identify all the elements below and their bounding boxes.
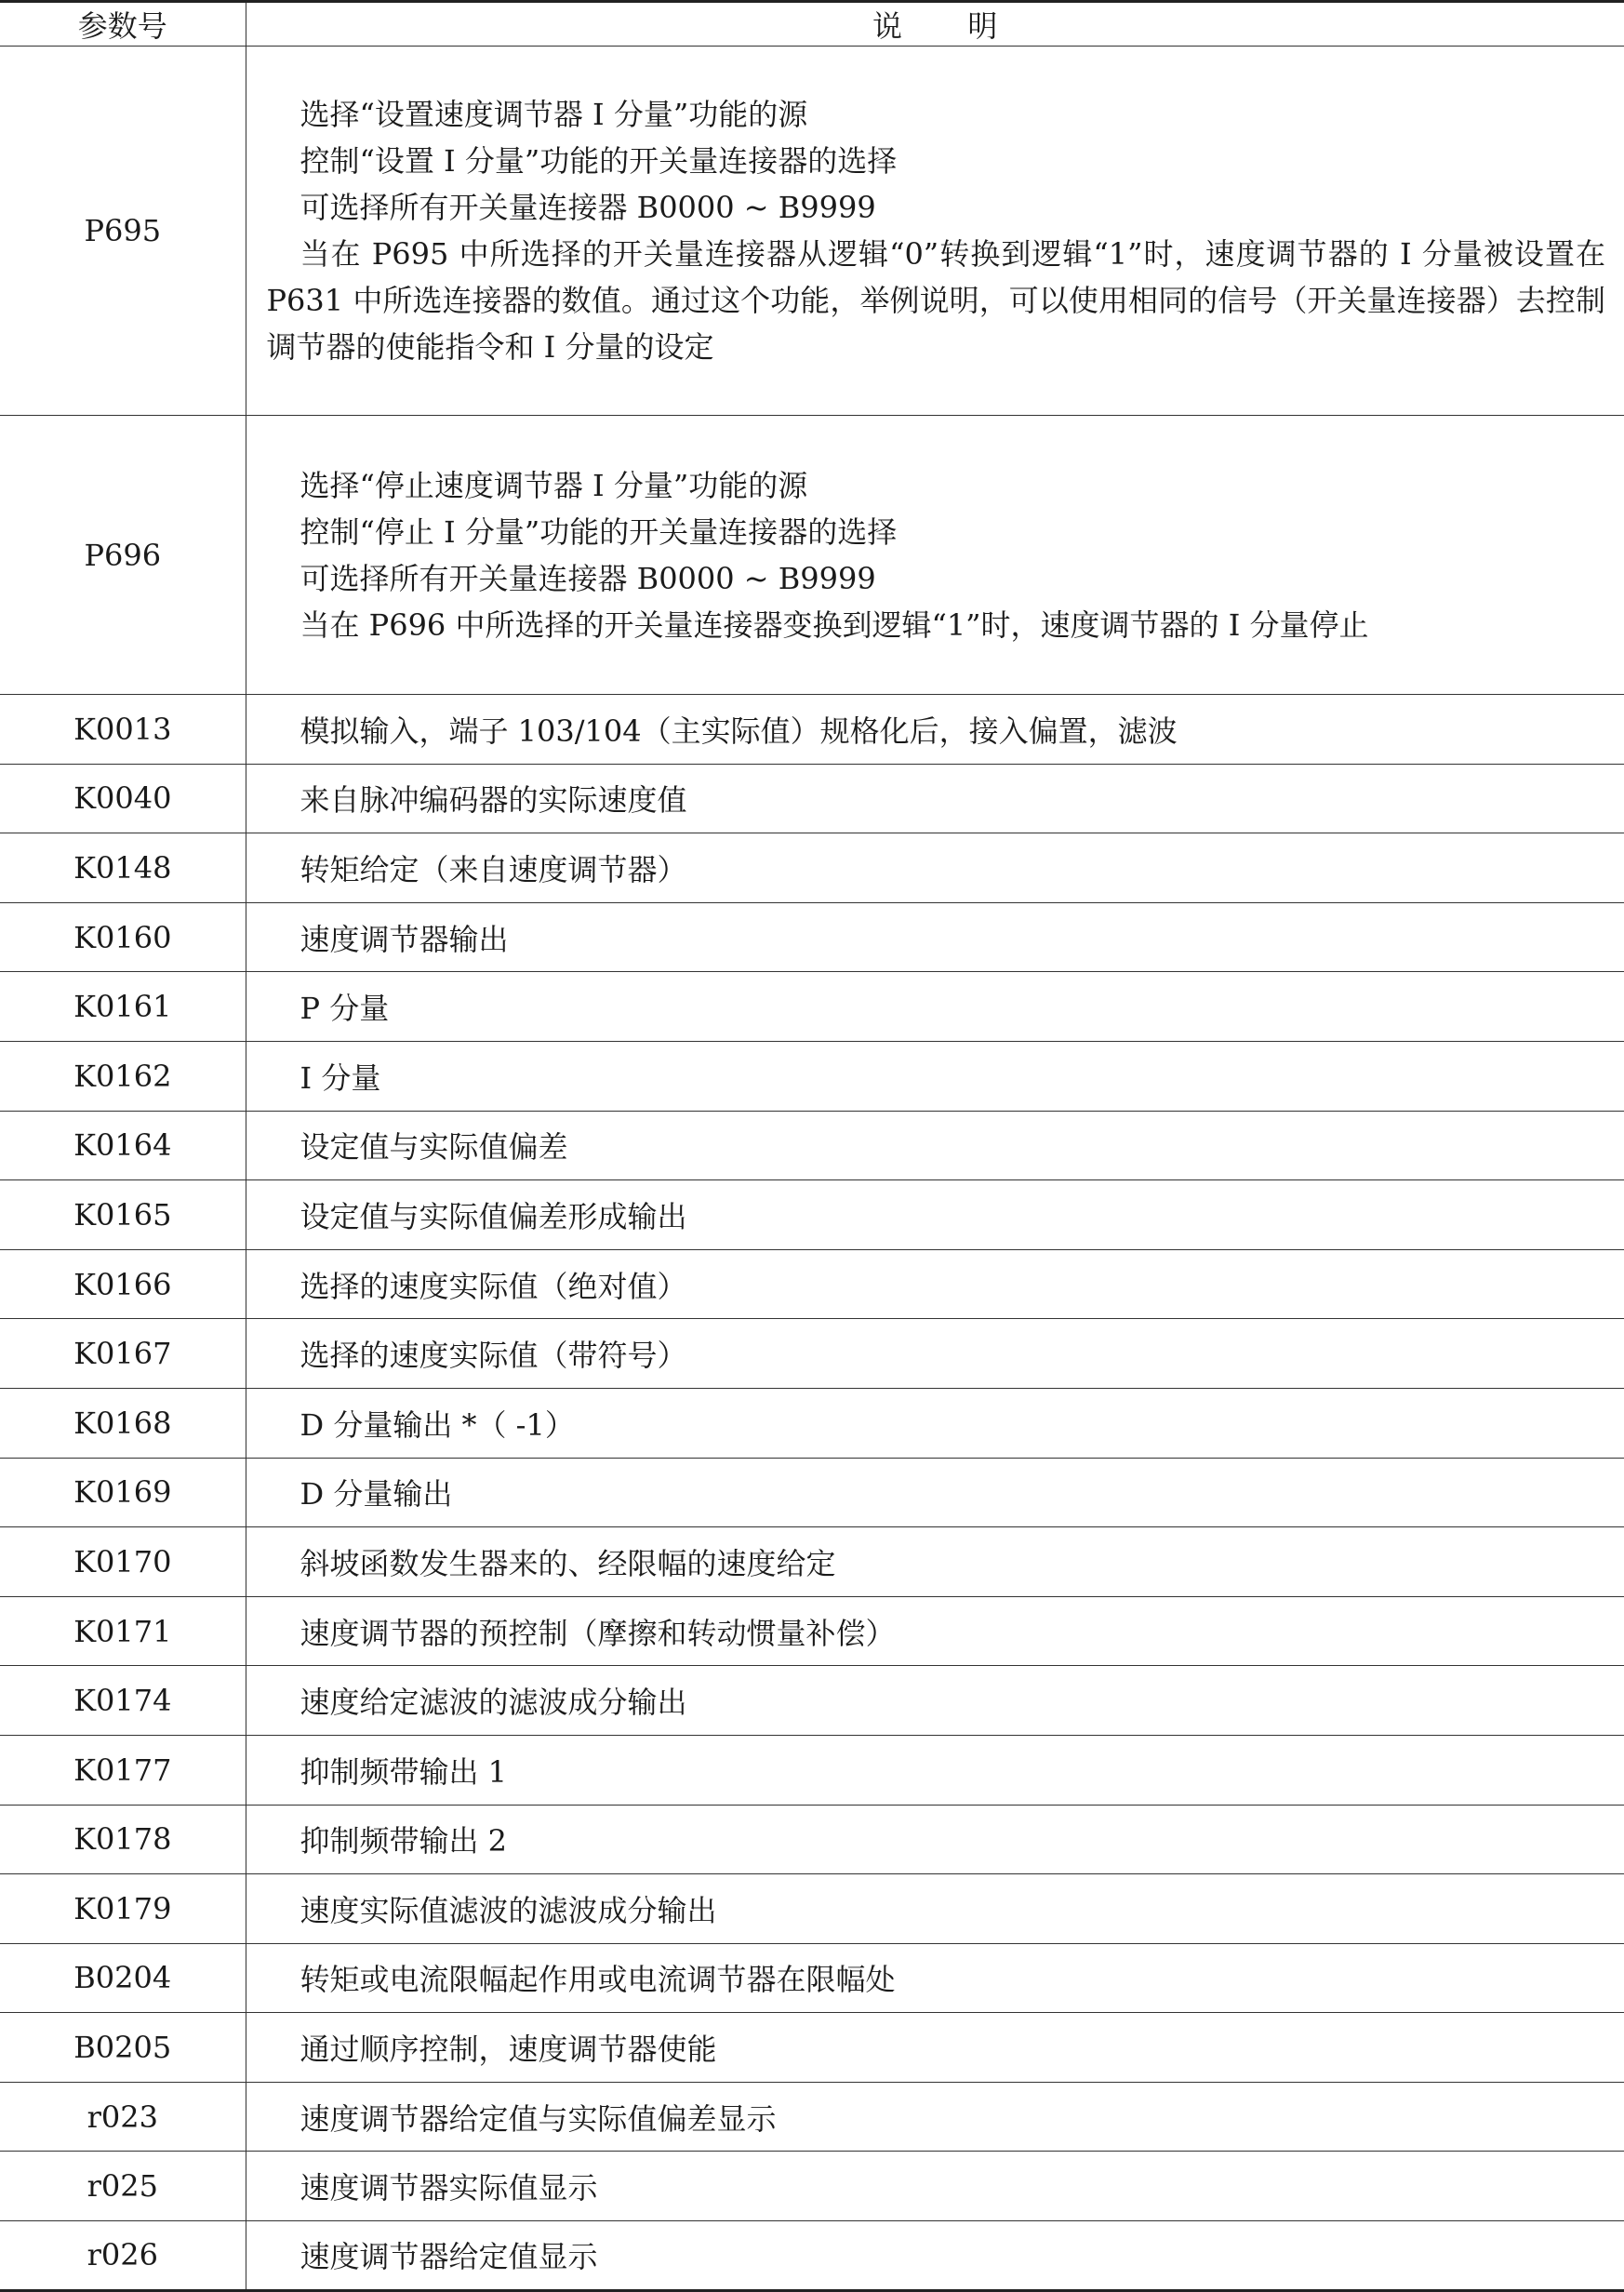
- param-code: K0168: [0, 1388, 246, 1458]
- param-code: r026: [0, 2221, 246, 2291]
- param-description: 设定值与实际值偏差: [246, 1111, 1624, 1180]
- param-description: 转矩给定（来自速度调节器）: [246, 833, 1624, 903]
- param-code: K0165: [0, 1180, 246, 1250]
- param-description: 速度给定滤波的滤波成分输出: [246, 1666, 1624, 1736]
- param-description: 速度调节器的预控制（摩擦和转动惯量补偿）: [246, 1596, 1624, 1666]
- description-line: 选择“设置速度调节器 I 分量”功能的源: [300, 97, 808, 132]
- param-code: K0160: [0, 902, 246, 972]
- param-code: K0166: [0, 1249, 246, 1319]
- param-description: 速度调节器输出: [246, 902, 1624, 972]
- description-line: 控制“设置 I 分量”功能的开关量连接器的选择: [300, 143, 898, 179]
- table-row: [0, 2152, 1624, 2221]
- table-body: [0, 47, 1624, 2291]
- table-row: [0, 1041, 1624, 1111]
- param-code: K0161: [0, 972, 246, 1042]
- param-description: 设定值与实际值偏差形成输出: [246, 1180, 1624, 1250]
- header-row: [0, 2, 1624, 47]
- param-description: I 分量: [246, 1041, 1624, 1111]
- param-description: [246, 47, 1624, 416]
- table-row: [0, 1111, 1624, 1180]
- description-line: 当在 P696 中所选择的开关量连接器变换到逻辑“1”时，速度调节器的 I 分量停止: [300, 606, 1369, 643]
- param-code: K0179: [0, 1874, 246, 1944]
- table-row: [0, 695, 1624, 765]
- param-description: [246, 416, 1624, 695]
- param-description: D 分量输出: [246, 1458, 1624, 1527]
- param-description: 斜坡函数发生器来的、经限幅的速度给定: [246, 1527, 1624, 1597]
- param-code: K0174: [0, 1666, 246, 1736]
- param-description: 速度实际值滤波的滤波成分输出: [246, 1874, 1624, 1944]
- table-row: [0, 902, 1624, 972]
- param-code: r023: [0, 2082, 246, 2152]
- table-row: [0, 1319, 1624, 1389]
- param-description: 转矩或电流限幅起作用或电流调节器在限幅处: [246, 1943, 1624, 2013]
- param-code: P695: [0, 47, 246, 416]
- param-code: K0164: [0, 1111, 246, 1180]
- param-description: 选择的速度实际值（带符号）: [246, 1319, 1624, 1389]
- header-description-text: 说明: [872, 8, 1063, 44]
- table-row: [0, 1388, 1624, 1458]
- param-description: 抑制频带输出 1: [246, 1735, 1624, 1805]
- description-line: 控制“停止 I 分量”功能的开关量连接器的选择: [300, 513, 898, 550]
- header-description: [246, 2, 1624, 47]
- table-row: [0, 764, 1624, 833]
- table-row: [0, 1735, 1624, 1805]
- table-row: [0, 1943, 1624, 2013]
- param-code: K0169: [0, 1458, 246, 1527]
- table-row: [0, 1458, 1624, 1527]
- param-description: 通过顺序控制，速度调节器使能: [246, 2013, 1624, 2083]
- param-code: K0162: [0, 1041, 246, 1111]
- description-line: 可选择所有开关量连接器 B0000 ~ B9999: [300, 560, 876, 596]
- param-code: K0177: [0, 1735, 246, 1805]
- param-description: 速度调节器实际值显示: [246, 2152, 1624, 2221]
- param-code: B0204: [0, 1943, 246, 2013]
- description-paragraphs: [246, 91, 1624, 370]
- table-row: [0, 2013, 1624, 2083]
- table-row: [0, 1527, 1624, 1597]
- param-code: K0013: [0, 695, 246, 765]
- description-line: 当在 P695 中所选择的开关量连接器从逻辑“0”转换到逻辑“1”时，速度调节器的 I 分量被设置在 P631 中所选连接器的数值。通过这个功能，举例说明，可以使用相同的信号（开关量连接器）去控制调节器的使能指令和 I 分量的设定: [266, 236, 1605, 365]
- header-parameter-number: 参数号: [0, 2, 246, 47]
- param-description: 速度调节器给定值与实际值偏差显示: [246, 2082, 1624, 2152]
- table-row: [0, 1180, 1624, 1250]
- table-header: [0, 2, 1624, 47]
- table-row: [0, 1805, 1624, 1874]
- param-description: 抑制频带输出 2: [246, 1805, 1624, 1874]
- param-description: 速度调节器给定值显示: [246, 2221, 1624, 2291]
- param-description: D 分量输出 *（ -1）: [246, 1388, 1624, 1458]
- param-code: K0148: [0, 833, 246, 903]
- table-row: [0, 2221, 1624, 2291]
- table-row: [0, 1596, 1624, 1666]
- param-code: K0171: [0, 1596, 246, 1666]
- table-row: [0, 1666, 1624, 1736]
- table-row-p695: [0, 47, 1624, 416]
- param-description: 来自脉冲编码器的实际速度值: [246, 764, 1624, 833]
- table-row: [0, 1249, 1624, 1319]
- table-row: [0, 972, 1624, 1042]
- param-description: 模拟输入，端子 103/104（主实际值）规格化后，接入偏置，滤波: [246, 695, 1624, 765]
- param-code: K0040: [0, 764, 246, 833]
- table-row: [0, 833, 1624, 903]
- param-description: 选择的速度实际值（绝对值）: [246, 1249, 1624, 1319]
- param-code: B0205: [0, 2013, 246, 2083]
- param-code: K0170: [0, 1527, 246, 1597]
- table-row: [0, 1874, 1624, 1944]
- description-paragraphs: [246, 462, 1624, 648]
- description-line: 选择“停止速度调节器 I 分量”功能的源: [300, 467, 808, 503]
- param-code: r025: [0, 2152, 246, 2221]
- table-row-p696: [0, 416, 1624, 695]
- param-code: K0167: [0, 1319, 246, 1389]
- description-line: 可选择所有开关量连接器 B0000 ~ B9999: [300, 190, 876, 225]
- param-code: K0178: [0, 1805, 246, 1874]
- param-code: P696: [0, 416, 246, 695]
- table-row: [0, 2082, 1624, 2152]
- param-description: P 分量: [246, 972, 1624, 1042]
